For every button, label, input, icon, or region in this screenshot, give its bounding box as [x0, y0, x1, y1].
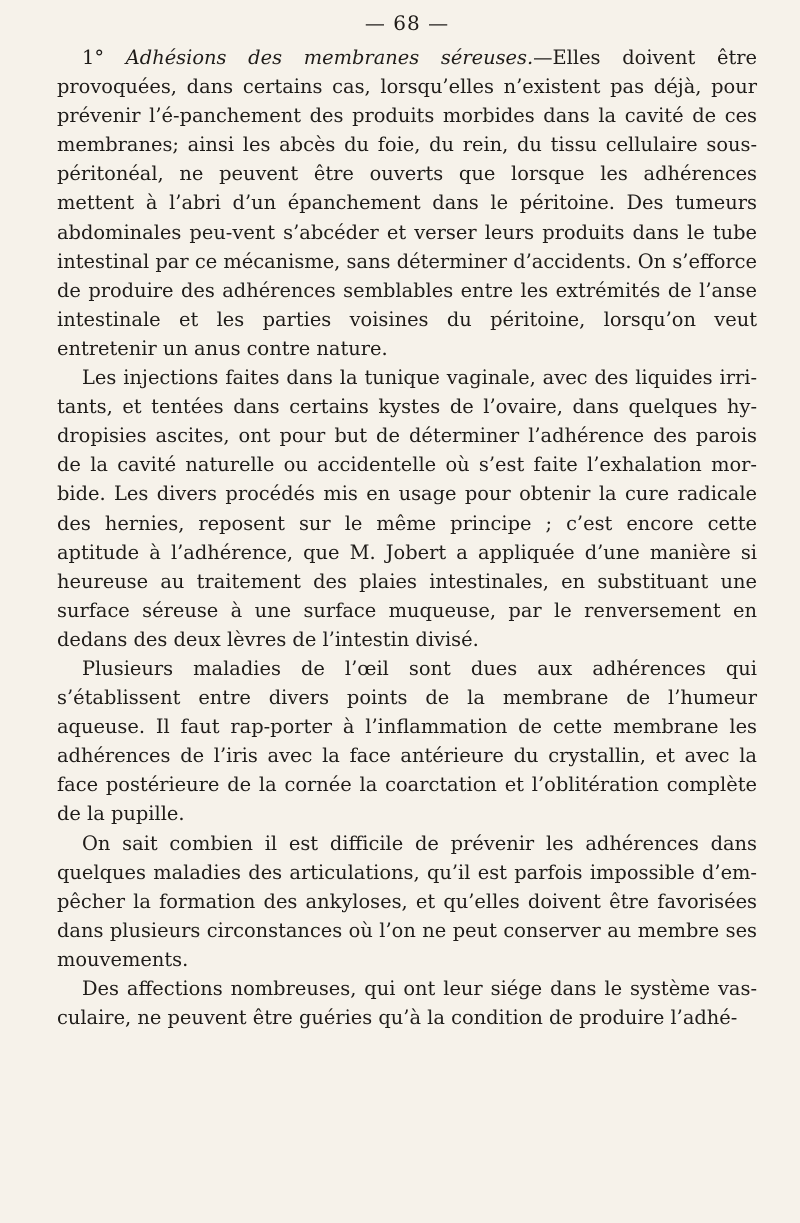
paragraph-2: Les injections faites dans la tunique vaginale, avec des liquides irri-tants, et tentées dans certains kystes de l’ovaire, dans quelques hy-dropisies ascites, ont pour but de déterminer l’adhérence des parois de la cavité naturelle ou accidentelle où s’est faite l’exhalation mor-bide. Les divers procédés mis en usage pour obtenir la cure radicale des hernies, reposent sur le même principe ; c’est encore cette aptitude à l’adhérence, que M. Jobert a appliquée d’une manière si heureuse au traitement des plaies intestinales, en substituant une surface séreuse à une surface muqueuse, par le renversement en dedans des deux lèvres de l’intestin divisé. — [57, 366, 757, 651]
paragraph-4: On sait combien il est difficile de prévenir les adhérences dans quelques maladies des articulations, qu’il est parfois impossible d’em-pêcher la formation des ankyloses, et qu’elles doivent être favorisées dans plusieurs circonstances où l’on ne peut conserver au membre ses mouvements. — [57, 831, 757, 971]
section-heading: Adhésions des membranes séreuses. — [125, 46, 534, 69]
document-page — [57, 10, 757, 1032]
paragraph-3: Plusieurs maladies de l’œil sont dues aux adhérences qui s’établissent entre divers points de la membrane de l’humeur aqueuse. Il faut rap-porter à l’inflammation de cette membrane les adhérences de l’iris avec la face antérieure du crystallin, et avec la face postérieure de la cornée la coarctation et l’oblitération complète de la pupille. — [57, 656, 757, 826]
paragraph-1-text: —Elles doivent être provoquées, dans certains cas, lorsqu’elles n’existent pas déjà, pour prévenir l’é-panchement des produits morbides dans la cavité de ces membranes; ainsi les abcès du foie, du rein, du tissu cellulaire sous-péritonéal, ne peuvent être ouverts que lorsque les adhérences mettent à l’abri d’un épanchement dans le péritoine. Des tumeurs abdominales peu-vent s’abcéder et verser leurs produits dans le tube intestinal par ce mécanisme, sans déterminer d’accidents. On s’efforce de produire des adhérences semblables entre les extrémités de l’anse intestinale et les parties voisines du péritoine, lorsqu’on veut entretenir un anus contre nature. — [57, 46, 757, 360]
page-number: — 68 — — [364, 11, 450, 35]
paragraph-number: 1° — [82, 46, 105, 69]
paragraph-5: Des affections nombreuses, qui ont leur siége dans le système vas-culaire, ne peuvent être guéries qu’à la condition de produire l’adhé- — [57, 977, 757, 1030]
paragraph-1 — [57, 43, 757, 363]
